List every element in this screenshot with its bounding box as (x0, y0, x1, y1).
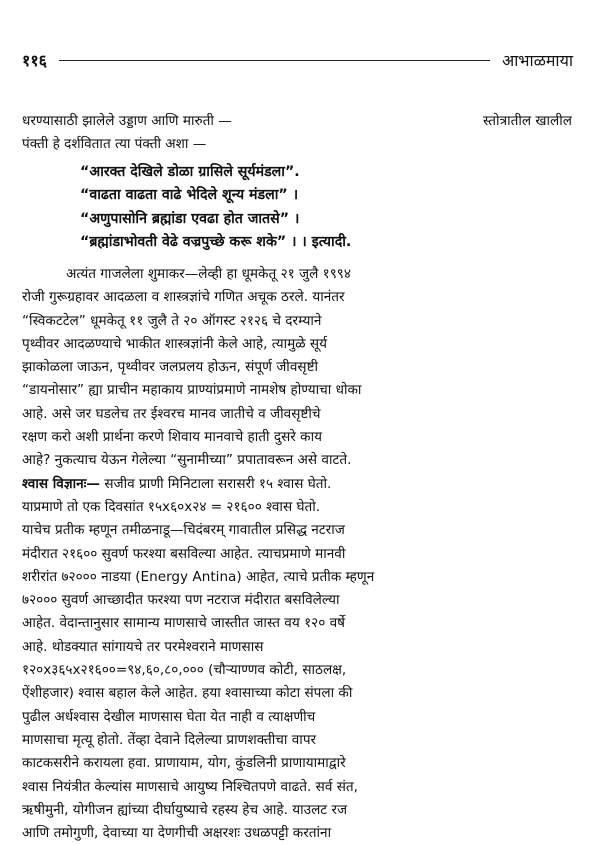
paragraph-line: आहेत. वेदान्तानुसार सामान्य माणसाचे जास्तीत जास्त वय १२० वर्षे (22, 615, 346, 632)
paragraph-line: १२०x३६५x२१६००=९४,६०,८०,००० (चौऱ्याण्णव कोटी, साठलक्ष, (22, 662, 347, 679)
paragraph-line: ऐंशीहजार) श्वास बहाल केले आहेत. हया श्वासाच्या कोटा संपला की (22, 685, 353, 702)
paragraph-text: स्तोत्रातील खालील (483, 113, 572, 129)
paragraph-line: आहे. असे जर घडलेच तर ईश्वरच मानव जातीचे व जीवसृष्टीचे (22, 405, 321, 422)
paragraph-line: श्वास नियंत्रीत केल्यांस माणसाचे आयुष्य निश्चितपणे वाढते. सर्व संत, (22, 778, 358, 795)
running-title: आभाळमाया (501, 51, 573, 70)
paragraph-line: झाकोळला जाऊन, पृथ्वीवर जलप्रलय होऊन, संपूर्ण जीवसृष्टी (22, 359, 319, 376)
page-body (22, 110, 572, 845)
paragraph-line: याप्रमाणे तो एक दिवसांत १५x६०x२४ = २१६०० श्वास घेतो. (22, 498, 321, 515)
section-text: सजीव प्राणी मिनिटाला सरासरी १५ श्वास घेतो. (104, 475, 332, 492)
paragraph-line: “स्विकटटेल” धूमकेतू ११ जुलै ते २० ऑगस्ट २१२६ चे दरम्याने (22, 312, 322, 329)
paragraph-line: ७२००० सुवर्ण आच्छादीत फरश्या पण नटराज मंदीरात बसविलेल्या (22, 592, 340, 609)
paragraph-line: पृथ्वीवर आदळण्याचे भाकीत शास्त्रज्ञांनी केले आहे, त्यामुळे सूर्य (22, 335, 327, 352)
spacer (22, 255, 572, 263)
paragraph-line: रोजी गुरूग्रहावर आदळला व शास्त्रज्ञांचे गणित अचूक ठरले. यानंतर (22, 289, 345, 306)
paragraph-line: आहे? नुकत्याच येऊन गेलेल्या “सुनामीच्या” प्रपातावरून असे वाटते. (22, 452, 352, 469)
paragraph-line: पंक्ती हे दर्शवितात त्या पंक्ती अशा — (22, 136, 207, 153)
paragraph-line: याचेच प्रतीक म्हणून तमीळनाडू—चिदंबरम् गावातील प्रसिद्ध नटराज (22, 522, 345, 539)
paragraph-line: माणसाचा मृत्यू होतो. तेंव्हा देवाने दिलेल्या प्राणशक्तीचा वापर (22, 731, 317, 748)
page-number: ११६ (22, 51, 47, 70)
paragraph-line: अत्यंत गाजलेला शुमाकर—लेव्ही हा धूमकेतू २१ जुलै १९९४ (66, 265, 351, 282)
page-header (22, 48, 573, 72)
verse-line: “आरक्त देखिले डोळा ग्रासिले सूर्यमंडला”. (80, 163, 300, 180)
paragraph-line: “डायनोसार” ह्या प्राचीन महाकाय प्राण्यांप्रमाणे नामशेष होण्याचा धोका (22, 382, 362, 399)
paragraph-line: रक्षण करो अशी प्रार्थना करणे शिवाय मानवाचे हाती दुसरे काय (22, 429, 322, 446)
section-heading: श्वास विज्ञानः— (22, 475, 100, 492)
paragraph-line: मंदीरात २१६०० सुवर्ण फरश्या बसविल्या आहेत. त्याचप्रमाणे मानवी (22, 545, 346, 562)
paragraph-line: शरीरांत ७२००० नाडया (Energy Antina) आहेत, त्याचे प्रतीक म्हणून (22, 568, 375, 585)
paragraph-line: पुढील अर्धश्वास देखील माणसास घेता येत नाही व त्याक्षणीच (22, 708, 316, 725)
paragraph-line: काटकसरीने करायला हवा. प्राणायाम, योग, कुंडलिनी प्राणायामाद्वारे (22, 755, 346, 772)
section-first-line (22, 473, 572, 496)
paragraph-line: ऋषीमुनी, योगीजन ह्यांच्या दीर्घायुष्याचे रहस्य हेच आहे. याउलट रज (22, 801, 348, 818)
verse-line: “ब्रह्मांडाभोवती वेढे वज्रपुच्छे करू शके” । । इत्यादी. (80, 234, 352, 251)
verse-line: “वाढता वाढता वाढे भेदिले शून्य मंडला” । (80, 187, 299, 204)
header-rule (59, 60, 490, 61)
paragraph-line: आणि तमोगुणी, देवाच्या या देणगीची अक्षरशः उधळपट्टी करतांना (22, 825, 332, 842)
paragraph-line (22, 110, 572, 133)
paragraph-line: आहे. थोडक्यात सांगायचे तर परमेश्वराने माणसास (22, 638, 264, 655)
verse-line: “अणुपासोनि ब्रह्मांडा एवढा होत जातसे” । (80, 210, 300, 227)
paragraph-text: धरण्यासाठी झालेले उड्डाण आणि मारुती — (22, 113, 232, 129)
